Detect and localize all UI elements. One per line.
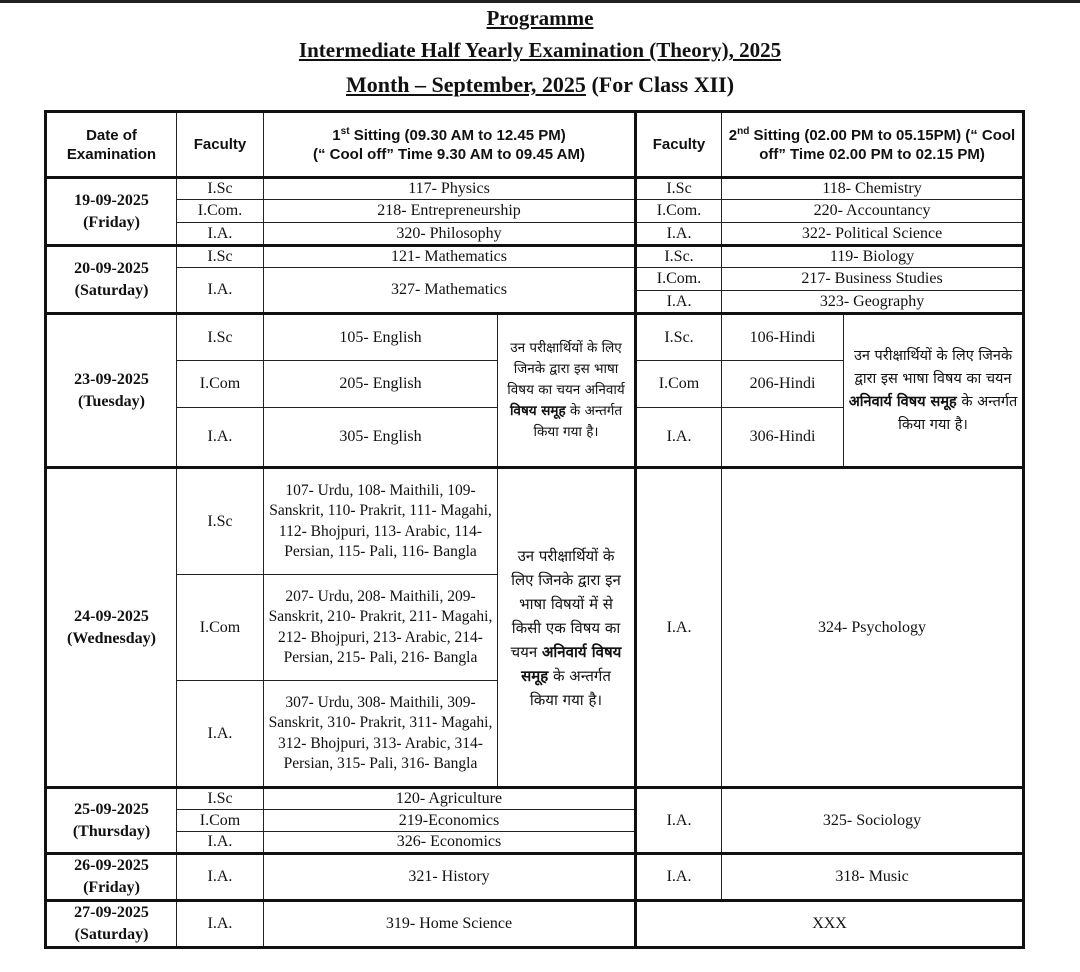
faculty-cell: I.A. [177,268,264,314]
table-row [46,178,1024,200]
note-bold-text: विषय समूह [509,403,566,419]
second-sitting-number: 2 [728,126,738,144]
faculty-cell: I.Sc [177,246,264,268]
date-cell-24 [46,468,177,788]
subject-cell: 206-Hindi [722,361,844,408]
language-subjects-cell: 207- Urdu, 208- Maithili, 209- Sanskrit, 210- Prakrit, 211- Magahi, 212- Bhojpuri, 213- Arabic, 214- Persian, 215- Pali, 216- Bangla [264,575,498,681]
faculty-cell: I.Sc. [636,314,722,361]
date-text: 19-09-2025 [74,191,149,209]
date-cell-20 [46,246,177,314]
faculty-cell: I.Com [177,575,264,681]
faculty-cell: I.A. [177,223,264,246]
programme-title [0,6,1080,31]
faculty-cell: I.A. [636,408,722,468]
weekday-text: (Thursday) [72,822,151,840]
faculty-cell: I.A. [177,408,264,468]
exam-title [0,38,1080,63]
weekday-text: (Friday) [83,879,140,896]
date-text: 23-09-2025 [74,370,149,388]
date-cell-27 [46,901,177,948]
table-row [46,268,1024,291]
language-note-cell [498,468,636,788]
subject-cell: 217- Business Studies [722,268,1024,291]
weekday-text: (Saturday) [74,926,149,943]
header-first-sitting [264,112,636,178]
faculty-cell: I.Com. [636,200,722,223]
subject-cell: 106-Hindi [722,314,844,361]
table-row [46,901,1024,948]
note-text: उन परीक्षार्थियों के लिए जिनके द्वारा इन भाषा विषयों में से किसी एक विषय का चयन [510,546,621,661]
weekday-text: (Friday) [83,213,140,231]
month-text: Month – September, 2025 [345,72,586,97]
date-text: 24-09-2025 [74,607,149,625]
top-border-line [0,0,1080,3]
faculty-cell: I.Com. [177,200,264,223]
exam-schedule-table [44,110,1025,949]
faculty-cell: I.A. [177,832,264,854]
subject-cell: 218- Entrepreneurship [264,200,636,223]
subject-cell: 326- Economics [264,832,636,854]
note-bold-text: अनिवार्य विषय समूह [521,642,622,685]
second-sitting-suffix: nd [737,125,750,137]
first-sitting-number: 1 [332,126,341,144]
faculty-cell: I.A. [177,854,264,901]
subject-cell: 121- Mathematics [264,246,636,268]
note-text: के अन्तर्गत किया गया है। [533,403,623,440]
header-date: Date of Examination [46,112,177,178]
second-sitting-time: Sitting (02.00 PM to 05.15PM) (“ Cool off” Time 02.00 PM to 02.15 PM) [749,126,1016,163]
faculty-cell: I.Sc [636,178,722,200]
subject-cell: 219-Economics [264,810,636,832]
faculty-cell: I.A. [177,901,264,948]
faculty-cell: I.Com. [636,268,722,291]
faculty-cell: I.A. [636,854,722,901]
header-second-sitting [722,112,1024,178]
date-text: 25-09-2025 [74,800,149,818]
note-text: उन परीक्षार्थियों के लिए जिनके द्वारा इस भाषा विषय का चयन [853,347,1013,387]
subject-cell: 205- English [264,361,498,408]
subject-cell: 120- Agriculture [264,788,636,810]
faculty-cell: I.Com [177,810,264,832]
table-row [46,314,1024,361]
faculty-cell: I.A. [177,681,264,788]
date-cell-26 [46,854,177,901]
faculty-cell: I.Sc. [636,246,722,268]
subject-cell: 319- Home Science [264,901,636,948]
faculty-cell: I.A. [636,788,722,854]
table-row [46,854,1024,901]
first-sitting-time: Sitting (09.30 AM to 12.45 PM) [349,126,566,144]
hindi-note-first-sitting [498,314,636,468]
note-text: के अन्तर्गत किया गया है। [529,666,611,709]
programme-title-text: Programme [486,6,594,30]
faculty-cell: I.Sc [177,468,264,575]
date-cell-19 [46,178,177,246]
language-subjects-cell: 107- Urdu, 108- Maithili, 109- Sanskrit, 110- Prakrit, 111- Magahi, 112- Bhojpuri, 113- Arabic, 114- Persian, 115- Pali, 116- Bangla [264,468,498,575]
date-text: 20-09-2025 [74,259,149,277]
table-row [46,200,1024,223]
date-text: 26-09-2025 [74,857,149,874]
weekday-text: (Saturday) [74,281,149,299]
table-row [46,468,1024,575]
subject-cell: 322- Political Science [722,223,1024,246]
subject-cell: 318- Music [722,854,1024,901]
date-cell-23 [46,314,177,468]
subject-cell: 117- Physics [264,178,636,200]
header-faculty-2: Faculty [636,112,722,178]
subject-cell: 306-Hindi [722,408,844,468]
faculty-cell: I.Sc [177,178,264,200]
weekday-text: (Wednesday) [67,629,156,647]
subject-cell: XXX [636,901,1024,948]
faculty-cell: I.Sc [177,314,264,361]
note-bold-text: अनिवार्य विषय समूह [848,393,957,410]
subject-cell: 305- English [264,408,498,468]
table-row [46,223,1024,246]
subject-cell: 321- History [264,854,636,901]
subject-cell: 323- Geography [722,291,1024,314]
note-text: के अन्तर्गत किया गया है। [898,393,1018,433]
exam-title-text: Intermediate Half Yearly Examination (Theory), 2025 [298,38,782,62]
faculty-cell: I.A. [636,291,722,314]
hindi-note-second-sitting [844,314,1024,468]
subject-cell: 320- Philosophy [264,223,636,246]
subject-cell: 220- Accountancy [722,200,1024,223]
date-text: 27-09-2025 [74,904,149,921]
table-row [46,788,1024,810]
language-subjects-cell: 307- Urdu, 308- Maithili, 309- Sanskrit, 310- Prakrit, 311- Magahi, 312- Bhojpuri, 313- Arabic, 314- Persian, 315- Pali, 316- Bangla [264,681,498,788]
faculty-cell: I.A. [636,468,722,788]
faculty-cell: I.Com [636,361,722,408]
faculty-cell: I.Com [177,361,264,408]
subject-cell: 119- Biology [722,246,1024,268]
faculty-cell: I.Sc [177,788,264,810]
weekday-text: (Tuesday) [78,392,145,410]
first-sitting-cool-off: (“ Cool off” Time 9.30 AM to 09.45 AM) [313,145,585,163]
class-text: (For Class XII) [585,72,735,97]
subject-cell: 325- Sociology [722,788,1024,854]
note-text: उन परीक्षार्थियों के लिए जिनके द्वारा इस भाषा विषय का चयन अनिवार्य [507,340,625,398]
subject-cell: 324- Psychology [722,468,1024,788]
date-cell-25 [46,788,177,854]
faculty-cell: I.A. [636,223,722,246]
first-sitting-suffix: st [340,125,350,137]
subject-cell: 105- English [264,314,498,361]
table-row [46,246,1024,268]
table-header-row [46,112,1024,178]
month-title [0,72,1080,98]
subject-cell: 327- Mathematics [264,268,636,314]
subject-cell: 118- Chemistry [722,178,1024,200]
header-faculty-1: Faculty [177,112,264,178]
